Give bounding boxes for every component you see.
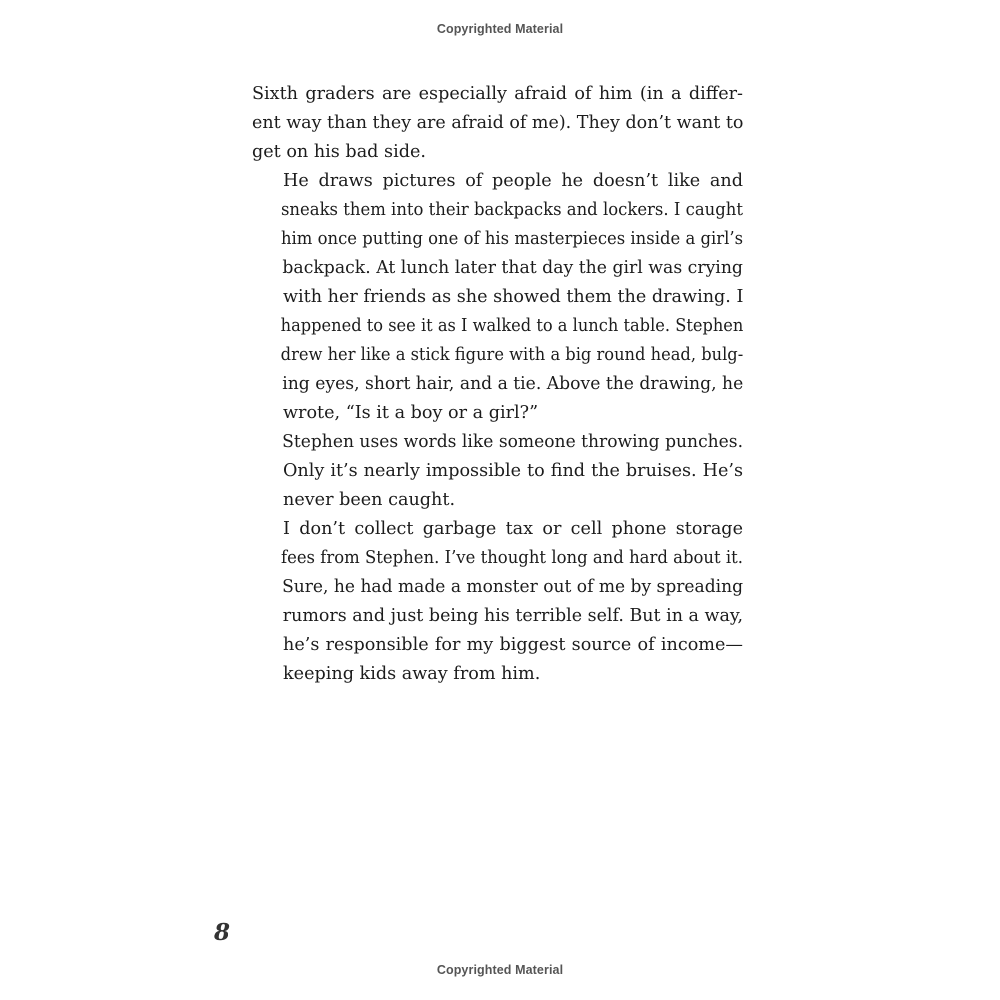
text-line: Sure, he had made a monster out of me by spreading bbox=[282, 577, 744, 597]
footer-copyright-notice: Copyrighted Material bbox=[436, 963, 564, 977]
text-line: drew her like a stick figure with a big round head, bulg- bbox=[280, 345, 744, 365]
text-line: Only it’s nearly impossible to find the bruises. He’s bbox=[283, 461, 743, 481]
header-copyright-notice: Copyrighted Material bbox=[436, 22, 564, 36]
paragraph bbox=[252, 167, 743, 428]
text-line: Sixth graders are especially afraid of him (in a differ- bbox=[252, 84, 743, 104]
text-line: never been caught. bbox=[283, 490, 456, 510]
text-line: backpack. At lunch later that day the girl was crying bbox=[282, 258, 743, 278]
text-line: he’s responsible for my biggest source of income— bbox=[283, 635, 743, 655]
text-line: Stephen uses words like someone throwing punches. bbox=[282, 432, 744, 452]
text-line: sneaks them into their backpacks and lockers. I caught bbox=[280, 200, 743, 220]
text-line: get on his bad side. bbox=[252, 142, 426, 162]
text-line: keeping kids away from him. bbox=[283, 664, 541, 684]
text-line: He draws pictures of people he doesn’t like and bbox=[283, 171, 743, 191]
page-number: 8 bbox=[214, 919, 231, 946]
text-line: I don’t collect garbage tax or cell phone storage bbox=[283, 519, 743, 539]
paragraph bbox=[252, 80, 743, 167]
page-body-text bbox=[252, 80, 743, 689]
paragraph bbox=[252, 515, 743, 689]
text-line: wrote, “Is it a boy or a girl?” bbox=[283, 403, 539, 423]
text-line: ent way than they are afraid of me). They don’t want to bbox=[252, 113, 744, 133]
text-line: him once putting one of his masterpieces inside a girl’s bbox=[280, 229, 744, 249]
text-line: ing eyes, short hair, and a tie. Above the drawing, he bbox=[282, 374, 744, 394]
text-line: rumors and just being his terrible self. But in a way, bbox=[282, 606, 743, 626]
paragraph bbox=[252, 428, 743, 515]
text-line: fees from Stephen. I’ve thought long and hard about it. bbox=[280, 548, 743, 568]
text-line: with her friends as she showed them the drawing. I bbox=[283, 287, 744, 307]
text-line: happened to see it as I walked to a lunch table. Stephen bbox=[280, 316, 744, 336]
